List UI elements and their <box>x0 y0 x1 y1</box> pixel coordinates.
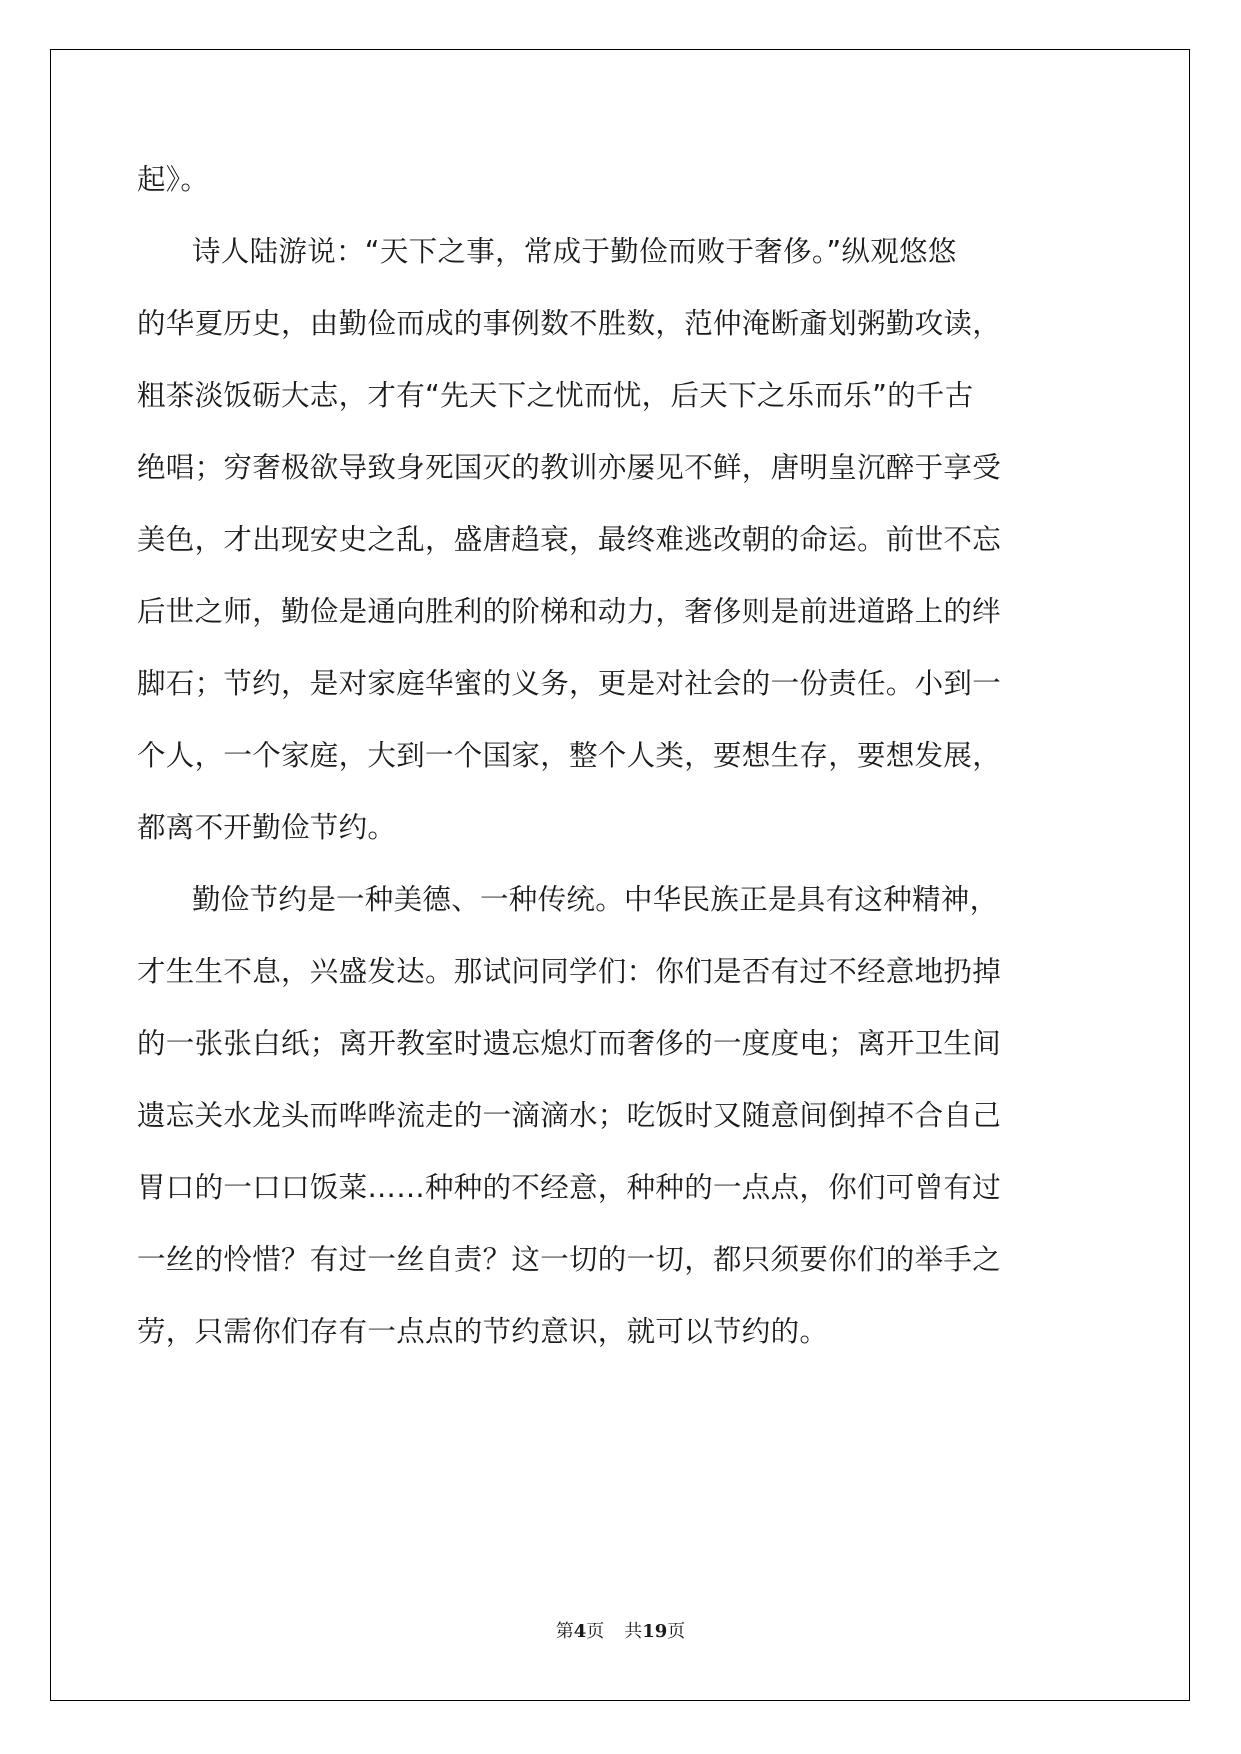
page-number: 4 <box>573 1621 587 1642</box>
text-line: 起》。 <box>137 163 210 196</box>
text-line: 的一张张白纸；离开教室时遗忘熄灯而奢侈的一度度电；离开卫生间 <box>137 1027 1002 1060</box>
text-line: 粗茶淡饭砺大志，才有“先天下之忧而忧，后天下之乐而乐”的千古 <box>137 379 974 412</box>
page-footer <box>0 1617 1241 1643</box>
text-line: 胃口的一口口饭菜……种种的不经意，种种的一点点，你们可曾有过 <box>137 1171 1002 1204</box>
text-line: 美色，才出现安史之乱，盛唐趋衰，最终难逃改朝的命运。前世不忘 <box>137 523 1002 556</box>
text-line: 的华夏历史，由勤俭而成的事例数不胜数，范仲淹断齑划粥勤攻读， <box>137 307 1002 340</box>
text-line: 绝唱；穷奢极欲导致身死国灭的教训亦屡见不鲜，唐明皇沉醉于享受 <box>137 451 1002 484</box>
text-line: 一丝的怜惜？有过一丝自责？这一切的一切，都只须要你们的举手之 <box>137 1243 1002 1276</box>
text-line: 都离不开勤俭节约。 <box>137 811 397 844</box>
page-border <box>50 49 1190 1701</box>
total-pages: 19 <box>642 1621 668 1642</box>
text-line: 诗人陆游说：“天下之事，常成于勤俭而败于奢侈。”纵观悠悠 <box>192 235 957 268</box>
text-line: 遗忘关水龙头而哗哗流走的一滴滴水；吃饭时又随意间倒掉不合自己 <box>137 1099 1002 1132</box>
total-prefix: 共 <box>624 1621 643 1642</box>
page-suffix: 页 <box>586 1621 605 1642</box>
text-line: 勤俭节约是一种美德、一种传统。中华民族正是具有这种精神， <box>192 883 999 916</box>
text-line: 才生生不息，兴盛发达。那试问同学们：你们是否有过不经意地扔掉 <box>137 955 1002 988</box>
page-prefix: 第 <box>555 1621 574 1642</box>
text-line: 劳，只需你们存有一点点的节约意识，就可以节约的。 <box>137 1315 829 1348</box>
text-line: 个人，一个家庭，大到一个国家，整个人类，要想生存，要想发展， <box>137 739 1002 772</box>
total-suffix: 页 <box>667 1621 686 1642</box>
text-line: 后世之师，勤俭是通向胜利的阶梯和动力，奢侈则是前进道路上的绊 <box>137 595 1002 628</box>
text-line: 脚石；节约，是对家庭华蜜的义务，更是对社会的一份责任。小到一 <box>137 667 1002 700</box>
